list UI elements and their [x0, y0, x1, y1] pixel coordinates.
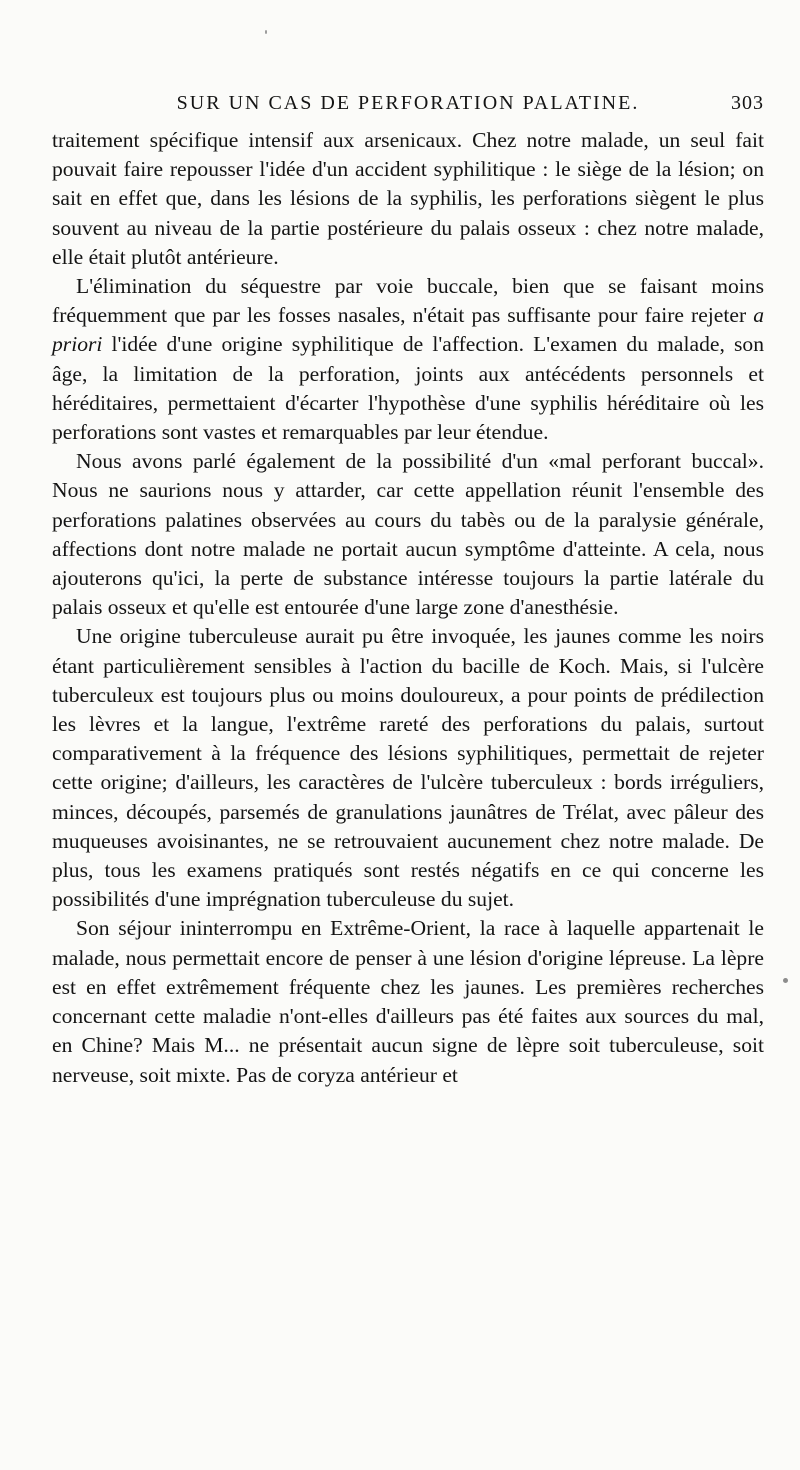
- running-title: SUR UN CAS DE PERFORATION PALATINE.: [176, 92, 640, 114]
- paragraph-text: Son séjour ininterrompu en Extrême-Orient, la race à laquelle appartenait le malade, nous permettait encore de penser à une lésion d'origine lépreuse. La lèpre est en effet extrêmement fréquente chez les jaunes. Les premières recherches concernant cette maladie n'ont-elles d'ailleurs pas été faites aux sources du mal, en Chine? Mais M... ne présentait aucun signe de lèpre soit tuberculeuse, soit nerveuse, soit mixte. Pas de coryza antérieur et: [52, 916, 764, 1087]
- paragraph-3: [52, 447, 764, 622]
- paragraph-2: [52, 272, 764, 447]
- page-header: [52, 88, 764, 118]
- scan-speck: [265, 30, 267, 34]
- paragraph-text: Une origine tuberculeuse aurait pu être invoquée, les jaunes comme les noirs étant particulièrement sensibles à l'action du bacille de Koch. Mais, si l'ulcère tuberculeux est toujours plus ou moins douloureux, a pour points de prédilection les lèvres et la langue, l'extrême rareté des perforations du palais, surtout comparativement à la fréquence des lésions syphilitiques, permettait de rejeter cette origine; d'ailleurs, les caractères de l'ulcère tuberculeux : bords irréguliers, minces, découpés, parsemés de granulations jaunâtres de Trélat, avec pâleur des muqueuses avoisinantes, ne se retrouvaient aucunement chez notre malade. De plus, tous les examens pratiqués sont restés négatifs en ce qui concerne les possibilités d'une imprégnation tuberculeuse du sujet.: [52, 624, 764, 912]
- paragraph-text: l'idée d'une origine syphilitique de l'affection. L'examen du malade, son âge, la limitation de la perforation, joints aux antécédents personnels et héréditaires, permettaient d'écarter l'hypothèse d'une syphilis héréditaire où les perforations sont vastes et remarquables par leur étendue.: [52, 332, 764, 445]
- paragraph-text: traitement spécifique intensif aux arsenicaux. Chez notre malade, un seul fait pouvait faire repousser l'idée d'un accident syphilitique : le siège de la lésion; on sait en effet que, dans les lésions de la syphilis, les perforations siègent le plus souvent au niveau de la partie postérieure du palais osseux : chez notre malade, elle était plutôt antérieure.: [52, 128, 764, 269]
- page-number: 303: [731, 92, 764, 114]
- paragraph-1: [52, 126, 764, 272]
- paragraph-5: [52, 914, 764, 1089]
- scan-speck: [783, 978, 788, 983]
- paragraph-text: L'élimination du séquestre par voie buccale, bien que se faisant moins fréquemment que par les fosses nasales, n'était pas suffisante pour faire rejeter: [52, 274, 764, 328]
- body-text: [52, 126, 764, 1090]
- paragraph-text: Nous avons parlé également de la possibilité d'un «mal perforant buccal». Nous ne saurions nous y attarder, car cette appellation réunit l'ensemble des perforations palatines observées au cours du tabès ou de la paralysie générale, affections dont notre malade ne portait aucun symptôme d'atteinte. A cela, nous ajouterons qu'ici, la perte de substance intéresse toujours la partie latérale du palais osseux et qu'elle est entourée d'une large zone d'anesthésie.: [52, 449, 764, 620]
- paragraph-4: [52, 622, 764, 914]
- italic-phrase: a priori: [52, 303, 764, 357]
